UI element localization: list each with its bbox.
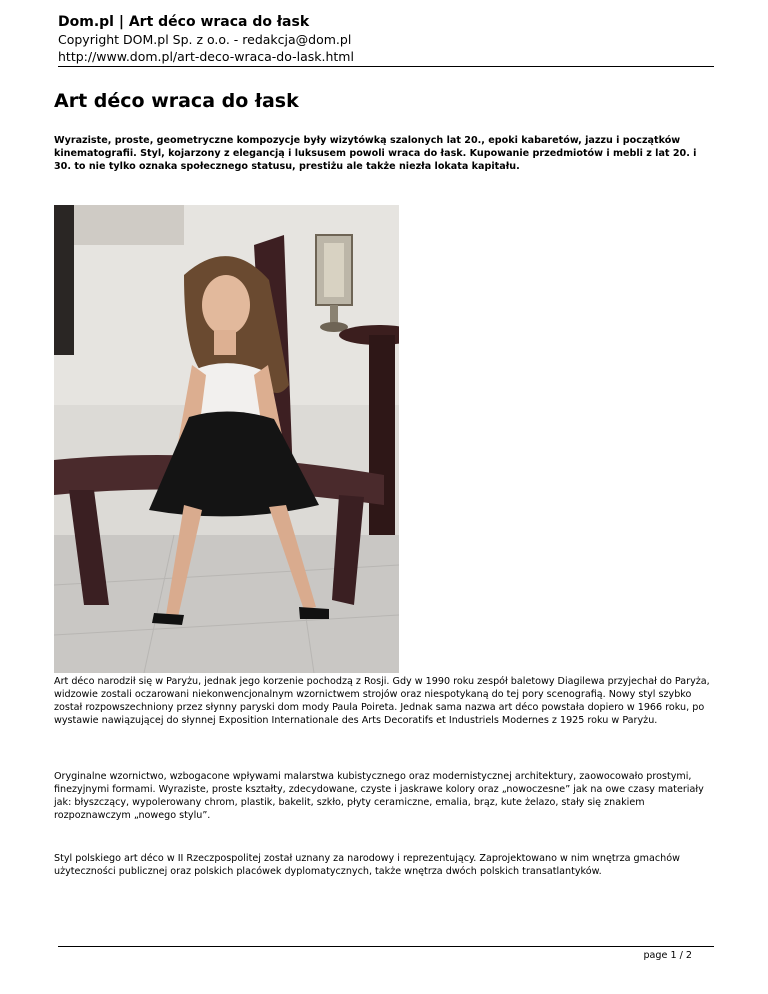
article-photo [54,205,399,673]
footer-divider [58,946,714,947]
copyright-line: Copyright DOM.pl Sp. z o.o. - redakcja@dom.pl [58,32,352,47]
source-url: http://www.dom.pl/art-deco-wraca-do-lask.html [58,49,354,64]
article-paragraph: Art déco narodził się w Paryżu, jednak jego korzenie pochodzą z Rosji. Gdy w 1990 roku zespół baletowy Diagilewa przyjechał do Paryża, widzowie zostali oczarowani niekonwencjonalnym wzornictwem strojów oraz niespotykaną do tej pory scenografią. Nowy styl szybko został rozpowszechniony przez słynny paryski dom mody Paula Poireta. Jednak sama nazwa art déco powstała dopiero w 1966 roku, po wystawie nawiązującej do słynnej Exposition Internationale des Arts Decoratifs et Industriels Modernes z 1925 roku w Paryżu. [54,676,710,726]
page-number: page 1 / 2 [643,950,692,961]
site-title: Dom.pl | Art déco wraca do łask [58,14,310,30]
article-lead: Wyraziste, proste, geometryczne kompozycje były wizytówką szalonych lat 20., epoki kabaretów, jazzu i początków kinematografii. Styl, kojarzony z elegancją i luksusem powoli wraca do łask. Kupowanie przedmiotów i mebli z lat 20. i 30. to nie tylko oznaka społecznego statusu, prestiżu ale także niezła lokata kapitału. [54,135,697,172]
article-paragraph: Oryginalne wzornictwo, wzbogacone wpływami malarstwa kubistycznego oraz modernistycznej architektury, zaowocowało prostymi, finezyjnymi formami. Wyraziste, proste kształty, zdecydowane, czyste i jaskrawe kolory oraz „nowoczesne” jak na owe czasy materiały jak: błyszczący, wypolerowany chrom, plastik, bakelit, szkło, płyty ceramiczne, emalia, brąz, kute żelazo, stały się znakiem rozpoznawczym „nowego stylu”. [54,771,704,821]
document-header [58,13,714,65]
article-paragraph: Styl polskiego art déco w II Rzeczpospolitej został uznany za narodowy i reprezentujący. Zaprojektowano w nim wnętrza gmachów użyteczności publicznej oraz polskich placówek dyplomatycznych, także wnętrza dwóch polskich transatlantyków. [54,853,680,877]
article-title: Art déco wraca do łask [54,90,299,112]
header-divider [58,66,714,67]
